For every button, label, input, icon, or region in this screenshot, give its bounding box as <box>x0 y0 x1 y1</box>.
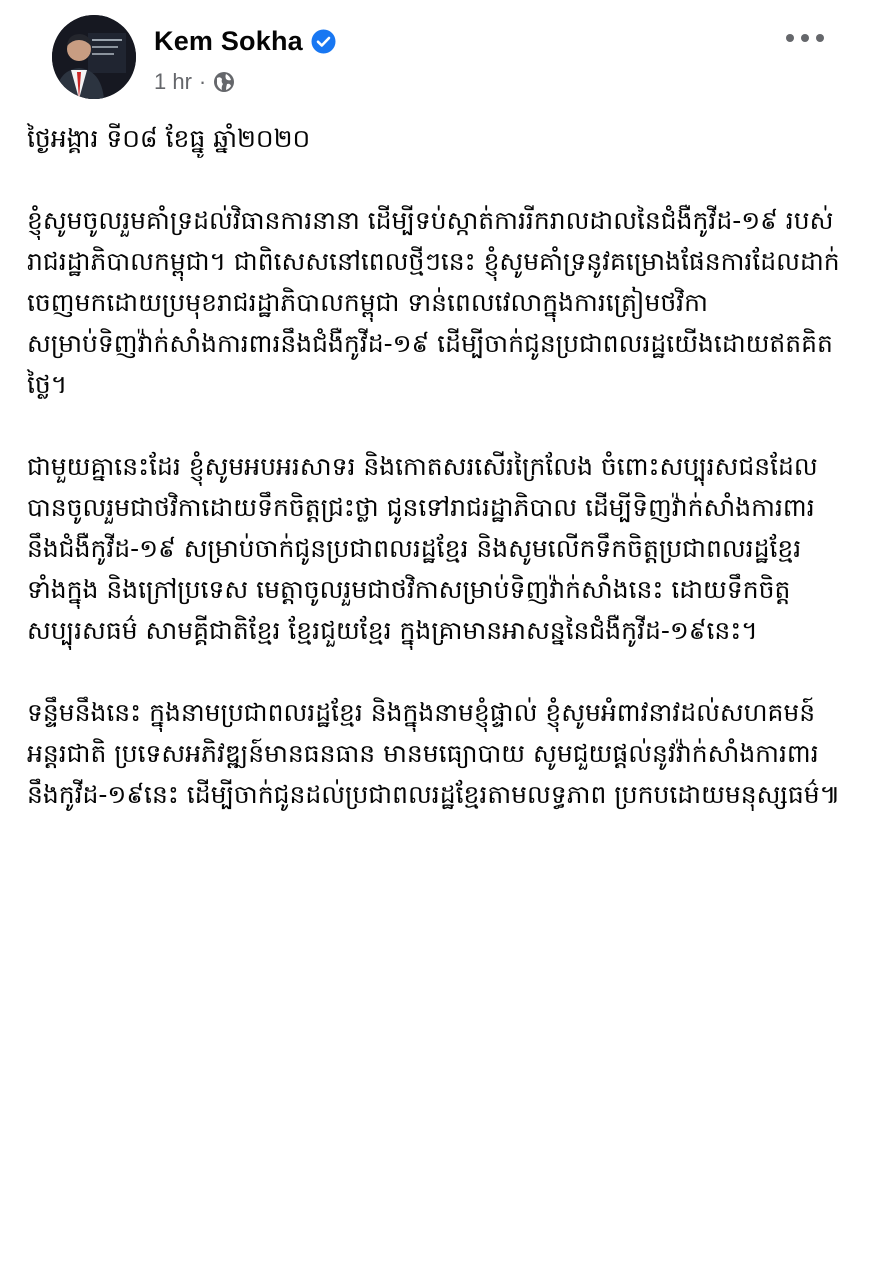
post-meta <box>154 69 235 95</box>
author-line <box>154 26 336 57</box>
avatar-image <box>52 15 136 99</box>
globe-icon[interactable] <box>213 71 235 93</box>
post-paragraph-1: ខ្ញុំសូមចូលរួមគាំទ្រដល់វិធានការនានា ដើម្បីទប់ស្កាត់ការរីករាលដាលនៃជំងឺកូវីដ-១៩ របស់រាជរដ្ឋាភិបាលកម្ពុជា។ ជាពិសេសនៅពេលថ្មីៗនេះ ខ្ញុំសូមគាំទ្រនូវគម្រោងផែនការដែលដាក់ចេញមកដោយប្រមុខរាជរដ្ឋាភិបាលកម្ពុជា ទាន់ពេលវេលាក្នុងការត្រៀមថវិកាសម្រាប់ទិញវ៉ាក់សាំងការពារនឹងជំងឺកូវីដ-១៩ ដើម្បីចាក់ជូនប្រជាពលរដ្ឋយើងដោយឥតគិតថ្លៃ។ <box>27 206 840 399</box>
post-date-line: ថ្ងៃអង្គារ ទី០៨ ខែធ្នូ ឆ្នាំ២០២០ <box>27 124 311 153</box>
post-time[interactable]: 1 hr <box>154 69 192 94</box>
post-paragraph-3: ទន្ទឹមនឹងនេះ ក្នុងនាមប្រជាពលរដ្ឋខ្មែរ និងក្នុងនាមខ្ញុំផ្ទាល់ ខ្ញុំសូមអំពាវនាវដល់សហគមន៍អន្តរជាតិ ប្រទេសអភិវឌ្ឍន៍មានធនធាន មានមធ្យោបាយ សូមជួយផ្តល់នូវវ៉ាក់សាំងការពារនឹងកូវីដ-១៩នេះ ដើម្បីចាក់ជូនដល់ប្រជាពលរដ្ឋខ្មែរតាមលទ្ធភាព ប្រកបដោយមនុស្សធម៌៕ <box>27 698 841 809</box>
post-header <box>27 0 848 110</box>
verified-badge-icon <box>311 29 336 54</box>
more-dot <box>816 34 824 42</box>
post-paragraph-2: ជាមួយគ្នានេះដែរ ខ្ញុំសូមអបអរសាទរ និងកោតសរសើរក្រៃលែង ចំពោះសប្បុរសជនដែលបានចូលរួមជាថវិកាដោយទឹកចិត្តជ្រះថ្លា ជូនទៅរាជរដ្ឋាភិបាល ដើម្បីទិញវ៉ាក់សាំងការពារនឹងជំងឺកូវីដ-១៩ សម្រាប់ចាក់ជូនប្រជាពលរដ្ឋខ្មែរ និងសូមលើកទឹកចិត្តប្រជាពលរដ្ឋខ្មែរ ទាំងក្នុង និងក្រៅប្រទេស មេត្តាចូលរួមជាថវិកាសម្រាប់ទិញវ៉ាក់សាំងនេះ ដោយទឹកចិត្តសប្បុរសធម៌ សាមគ្គីជាតិខ្មែរ ខ្មែរជួយខ្មែរ ក្នុងគ្រាមានអាសន្ននៃជំងឺកូវីដ-១៩នេះ។ <box>27 452 818 645</box>
avatar[interactable] <box>52 15 136 99</box>
meta-separator: · <box>198 69 207 94</box>
more-options-icon[interactable] <box>786 28 824 48</box>
author-name[interactable]: Kem Sokha <box>154 26 303 56</box>
more-dot <box>801 34 809 42</box>
post-body <box>27 118 842 815</box>
more-dot <box>786 34 794 42</box>
